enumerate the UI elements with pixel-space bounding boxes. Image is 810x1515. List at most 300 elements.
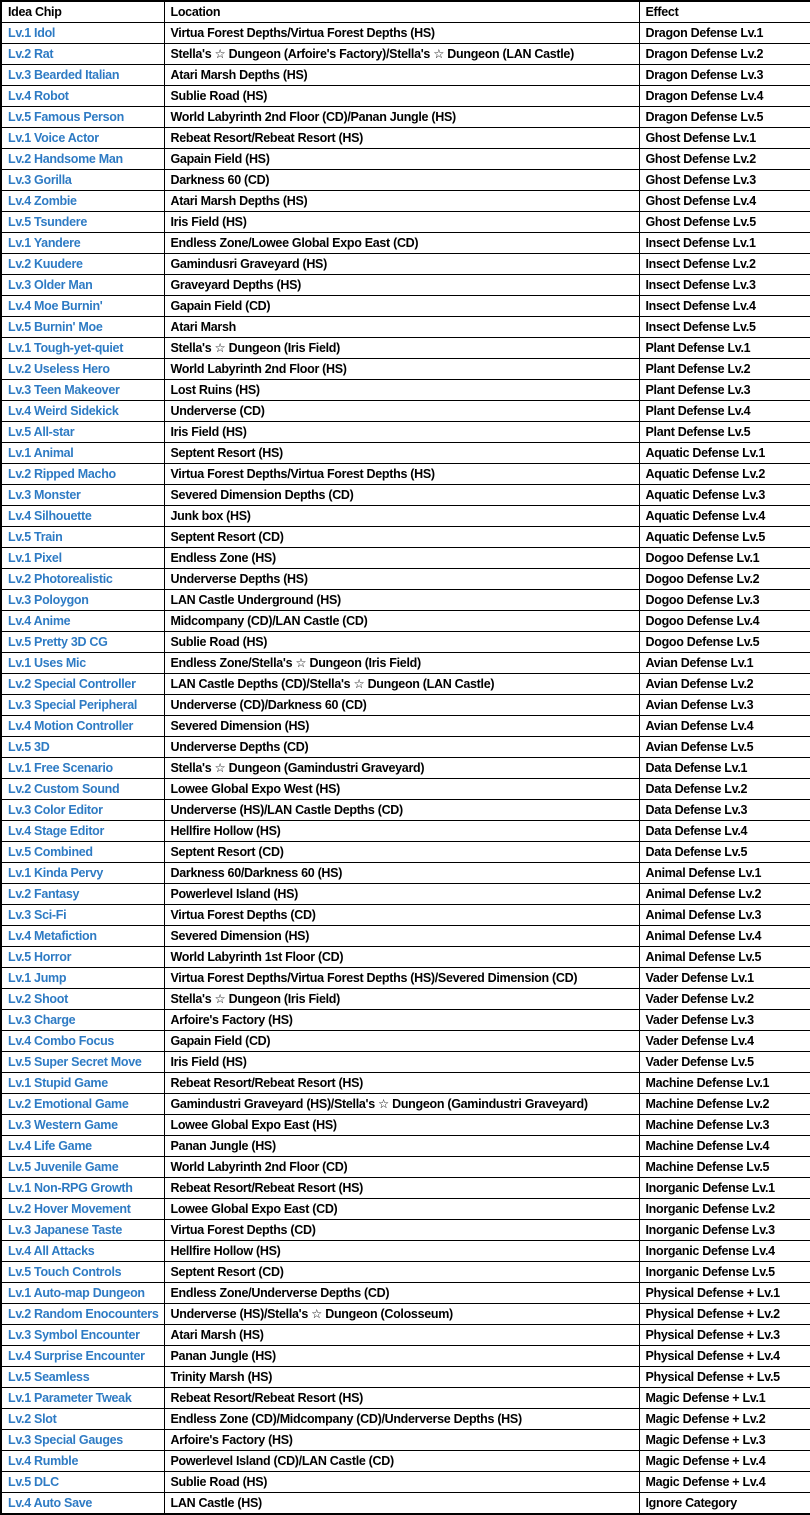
effect-cell: Data Defense Lv.4: [639, 821, 810, 842]
table-row: [1, 485, 810, 506]
table-row: [1, 1157, 810, 1178]
location-cell: Septent Resort (CD): [164, 527, 639, 548]
table-row: [1, 548, 810, 569]
idea-chip-link[interactable]: Lv.2 Handsome Man: [8, 151, 123, 166]
idea-chip-link[interactable]: Lv.2 Ripped Macho: [8, 466, 116, 481]
effect-cell: Machine Defense Lv.2: [639, 1094, 810, 1115]
idea-chip-link[interactable]: Lv.2 Slot: [8, 1411, 57, 1426]
idea-chip-cell: [1, 149, 164, 170]
idea-chip-link[interactable]: Lv.2 Fantasy: [8, 886, 80, 901]
effect-cell: Insect Defense Lv.2: [639, 254, 810, 275]
column-header-idea-chip: Idea Chip: [1, 1, 164, 23]
idea-chip-link[interactable]: Lv.3 Bearded Italian: [8, 67, 120, 82]
idea-chip-cell: [1, 401, 164, 422]
location-cell: Gamindusri Graveyard (HS): [164, 254, 639, 275]
effect-cell: Plant Defense Lv.4: [639, 401, 810, 422]
idea-chip-cell: [1, 590, 164, 611]
idea-chip-cell: [1, 779, 164, 800]
location-cell: Iris Field (HS): [164, 422, 639, 443]
location-cell: Lowee Global Expo East (CD): [164, 1199, 639, 1220]
location-cell: Arfoire's Factory (HS): [164, 1430, 639, 1451]
idea-chip-cell: [1, 1493, 164, 1515]
location-cell: Rebeat Resort/Rebeat Resort (HS): [164, 1073, 639, 1094]
table-row: [1, 1010, 810, 1031]
idea-chip-cell: [1, 548, 164, 569]
table-row: [1, 758, 810, 779]
location-cell: Powerlevel Island (HS): [164, 884, 639, 905]
table-row: [1, 1220, 810, 1241]
idea-chip-link[interactable]: Lv.3 Symbol Encounter: [8, 1327, 140, 1342]
idea-chip-link[interactable]: Lv.5 Tsundere: [8, 214, 87, 229]
idea-chip-cell: [1, 968, 164, 989]
location-cell: Endless Zone (CD)/Midcompany (CD)/Underverse Depths (HS): [164, 1409, 639, 1430]
location-cell: Graveyard Depths (HS): [164, 275, 639, 296]
idea-chip-cell: [1, 1115, 164, 1136]
location-cell: Darkness 60 (CD): [164, 170, 639, 191]
effect-cell: Aquatic Defense Lv.4: [639, 506, 810, 527]
idea-chip-cell: [1, 1388, 164, 1409]
idea-chip-cell: [1, 905, 164, 926]
location-cell: Stella's ☆ Dungeon (Iris Field): [164, 989, 639, 1010]
effect-cell: Aquatic Defense Lv.5: [639, 527, 810, 548]
location-cell: Lowee Global Expo East (HS): [164, 1115, 639, 1136]
idea-chip-link[interactable]: Lv.1 Pixel: [8, 550, 62, 565]
location-cell: LAN Castle (HS): [164, 1493, 639, 1515]
location-cell: Virtua Forest Depths/Virtua Forest Depths (HS)/Severed Dimension (CD): [164, 968, 639, 989]
location-cell: Sublie Road (HS): [164, 86, 639, 107]
idea-chip-link[interactable]: Lv.3 Gorilla: [8, 172, 72, 187]
idea-chip-cell: [1, 107, 164, 128]
idea-chip-cell: [1, 989, 164, 1010]
idea-chip-link[interactable]: Lv.5 Pretty 3D CG: [8, 634, 108, 649]
location-cell: Underverse (CD): [164, 401, 639, 422]
table-row: [1, 1073, 810, 1094]
location-cell: Junk box (HS): [164, 506, 639, 527]
idea-chip-link[interactable]: Lv.1 Yandere: [8, 235, 81, 250]
location-cell: Iris Field (HS): [164, 212, 639, 233]
effect-cell: Magic Defense + Lv.3: [639, 1430, 810, 1451]
idea-chip-cell: [1, 1136, 164, 1157]
idea-chip-link[interactable]: Lv.5 DLC: [8, 1474, 59, 1489]
location-cell: Rebeat Resort/Rebeat Resort (HS): [164, 128, 639, 149]
effect-cell: Dragon Defense Lv.1: [639, 23, 810, 44]
table-row: [1, 632, 810, 653]
idea-chip-link[interactable]: Lv.1 Animal: [8, 445, 74, 460]
idea-chip-link[interactable]: Lv.4 Surprise Encounter: [8, 1348, 145, 1363]
idea-chip-link[interactable]: Lv.1 Tough-yet-quiet: [8, 340, 124, 355]
table-row: [1, 422, 810, 443]
table-row: [1, 800, 810, 821]
effect-cell: Magic Defense + Lv.4: [639, 1451, 810, 1472]
location-cell: Underverse (HS)/LAN Castle Depths (CD): [164, 800, 639, 821]
table-row: [1, 1178, 810, 1199]
effect-cell: Avian Defense Lv.4: [639, 716, 810, 737]
table-row: [1, 695, 810, 716]
effect-cell: Avian Defense Lv.2: [639, 674, 810, 695]
idea-chip-cell: [1, 1451, 164, 1472]
table-row: [1, 317, 810, 338]
idea-chip-link[interactable]: Lv.2 Emotional Game: [8, 1096, 129, 1111]
idea-chip-link[interactable]: Lv.4 Rumble: [8, 1453, 79, 1468]
location-cell: Powerlevel Island (CD)/LAN Castle (CD): [164, 1451, 639, 1472]
idea-chip-link[interactable]: Lv.1 Auto-map Dungeon: [8, 1285, 145, 1300]
effect-cell: Ghost Defense Lv.1: [639, 128, 810, 149]
effect-cell: Inorganic Defense Lv.3: [639, 1220, 810, 1241]
location-cell: Severed Dimension (HS): [164, 926, 639, 947]
idea-chip-cell: [1, 800, 164, 821]
idea-chip-cell: [1, 1472, 164, 1493]
idea-chip-link[interactable]: Lv.1 Idol: [8, 25, 56, 40]
effect-cell: Aquatic Defense Lv.3: [639, 485, 810, 506]
table-row: [1, 905, 810, 926]
location-cell: Trinity Marsh (HS): [164, 1367, 639, 1388]
effect-cell: Dragon Defense Lv.3: [639, 65, 810, 86]
effect-cell: Vader Defense Lv.1: [639, 968, 810, 989]
idea-chip-link[interactable]: Lv.2 Random Enocounters: [8, 1306, 159, 1321]
table-row: [1, 1031, 810, 1052]
table-body: [1, 23, 810, 1515]
idea-chip-link[interactable]: Lv.3 Monster: [8, 487, 81, 502]
idea-chip-cell: [1, 884, 164, 905]
idea-chip-link[interactable]: Lv.5 All-star: [8, 424, 75, 439]
table-row: [1, 1136, 810, 1157]
effect-cell: Avian Defense Lv.3: [639, 695, 810, 716]
idea-chip-cell: [1, 1052, 164, 1073]
idea-chip-link[interactable]: Lv.4 Life Game: [8, 1138, 92, 1153]
idea-chip-cell: [1, 275, 164, 296]
idea-chip-cell: [1, 863, 164, 884]
table-row: [1, 1199, 810, 1220]
effect-cell: Dragon Defense Lv.5: [639, 107, 810, 128]
table-row: [1, 359, 810, 380]
idea-chip-cell: [1, 296, 164, 317]
idea-chip-cell: [1, 1283, 164, 1304]
location-cell: Endless Zone/Underverse Depths (CD): [164, 1283, 639, 1304]
table-row: [1, 1283, 810, 1304]
table-row: [1, 1430, 810, 1451]
location-cell: Gapain Field (CD): [164, 296, 639, 317]
location-cell: Septent Resort (CD): [164, 842, 639, 863]
idea-chip-link[interactable]: Lv.1 Jump: [8, 970, 67, 985]
table-row: [1, 1409, 810, 1430]
idea-chip-link[interactable]: Lv.1 Uses Mic: [8, 655, 86, 670]
table-row: [1, 44, 810, 65]
idea-chip-cell: [1, 1241, 164, 1262]
effect-cell: Vader Defense Lv.4: [639, 1031, 810, 1052]
table-row: [1, 1304, 810, 1325]
table-row: [1, 674, 810, 695]
idea-chip-cell: [1, 65, 164, 86]
effect-cell: Machine Defense Lv.3: [639, 1115, 810, 1136]
idea-chip-link[interactable]: Lv.4 Anime: [8, 613, 71, 628]
idea-chip-link[interactable]: Lv.4 Motion Controller: [8, 718, 134, 733]
idea-chip-cell: [1, 842, 164, 863]
idea-chip-link[interactable]: Lv.4 Robot: [8, 88, 69, 103]
idea-chip-link[interactable]: Lv.2 Hover Movement: [8, 1201, 131, 1216]
idea-chip-cell: [1, 821, 164, 842]
effect-cell: Avian Defense Lv.1: [639, 653, 810, 674]
idea-chip-cell: [1, 527, 164, 548]
effect-cell: Inorganic Defense Lv.4: [639, 1241, 810, 1262]
effect-cell: Insect Defense Lv.1: [639, 233, 810, 254]
idea-chip-link[interactable]: Lv.4 Auto Save: [8, 1495, 93, 1510]
effect-cell: Inorganic Defense Lv.5: [639, 1262, 810, 1283]
effect-cell: Dogoo Defense Lv.1: [639, 548, 810, 569]
idea-chip-link[interactable]: Lv.4 All Attacks: [8, 1243, 95, 1258]
table-row: [1, 275, 810, 296]
table-row: [1, 1451, 810, 1472]
table-row: [1, 1367, 810, 1388]
effect-cell: Vader Defense Lv.3: [639, 1010, 810, 1031]
table-row: [1, 1094, 810, 1115]
location-cell: Hellfire Hollow (HS): [164, 1241, 639, 1262]
table-row: [1, 86, 810, 107]
idea-chip-link[interactable]: Lv.5 Combined: [8, 844, 93, 859]
effect-cell: Magic Defense + Lv.2: [639, 1409, 810, 1430]
idea-chip-cell: [1, 737, 164, 758]
location-cell: Lowee Global Expo West (HS): [164, 779, 639, 800]
idea-chip-link[interactable]: Lv.3 Color Editor: [8, 802, 103, 817]
table-row: [1, 590, 810, 611]
idea-chip-link[interactable]: Lv.3 Poloygon: [8, 592, 89, 607]
idea-chip-cell: [1, 569, 164, 590]
idea-chip-link[interactable]: Lv.2 Kuudere: [8, 256, 83, 271]
idea-chip-cell: [1, 128, 164, 149]
location-cell: Arfoire's Factory (HS): [164, 1010, 639, 1031]
idea-chip-link[interactable]: Lv.3 Charge: [8, 1012, 76, 1027]
idea-chip-cell: [1, 716, 164, 737]
idea-chip-link[interactable]: Lv.4 Zombie: [8, 193, 77, 208]
idea-chip-cell: [1, 1367, 164, 1388]
idea-chip-link[interactable]: Lv.5 Famous Person: [8, 109, 124, 124]
location-cell: Virtua Forest Depths (CD): [164, 905, 639, 926]
idea-chip-cell: [1, 1346, 164, 1367]
idea-chip-link[interactable]: Lv.5 3D: [8, 739, 50, 754]
table-row: [1, 128, 810, 149]
idea-chip-link[interactable]: Lv.1 Free Scenario: [8, 760, 113, 775]
effect-cell: Plant Defense Lv.2: [639, 359, 810, 380]
effect-cell: Ignore Category: [639, 1493, 810, 1515]
effect-cell: Machine Defense Lv.5: [639, 1157, 810, 1178]
idea-chip-link[interactable]: Lv.5 Train: [8, 529, 63, 544]
location-cell: Sublie Road (HS): [164, 1472, 639, 1493]
idea-chip-link[interactable]: Lv.5 Super Secret Move: [8, 1054, 142, 1069]
effect-cell: Aquatic Defense Lv.2: [639, 464, 810, 485]
idea-chip-cell: [1, 170, 164, 191]
idea-chip-link[interactable]: Lv.3 Older Man: [8, 277, 93, 292]
idea-chip-link[interactable]: Lv.3 Sci-Fi: [8, 907, 67, 922]
idea-chip-cell: [1, 1220, 164, 1241]
location-cell: Virtua Forest Depths (CD): [164, 1220, 639, 1241]
effect-cell: Dragon Defense Lv.4: [639, 86, 810, 107]
effect-cell: Data Defense Lv.1: [639, 758, 810, 779]
idea-chip-link[interactable]: Lv.1 Non-RPG Growth: [8, 1180, 133, 1195]
idea-chip-cell: [1, 1031, 164, 1052]
header-row: [1, 1, 810, 23]
effect-cell: Inorganic Defense Lv.1: [639, 1178, 810, 1199]
idea-chip-link[interactable]: Lv.5 Seamless: [8, 1369, 90, 1384]
table-row: [1, 191, 810, 212]
idea-chip-cell: [1, 23, 164, 44]
idea-chip-link[interactable]: Lv.4 Stage Editor: [8, 823, 105, 838]
table-row: [1, 1472, 810, 1493]
table-row: [1, 65, 810, 86]
location-cell: Stella's ☆ Dungeon (Iris Field): [164, 338, 639, 359]
location-cell: Severed Dimension (HS): [164, 716, 639, 737]
location-cell: Sublie Road (HS): [164, 632, 639, 653]
effect-cell: Dragon Defense Lv.2: [639, 44, 810, 65]
effect-cell: Insect Defense Lv.4: [639, 296, 810, 317]
location-cell: LAN Castle Depths (CD)/Stella's ☆ Dungeon (LAN Castle): [164, 674, 639, 695]
idea-chip-link[interactable]: Lv.4 Combo Focus: [8, 1033, 115, 1048]
idea-chip-cell: [1, 947, 164, 968]
effect-cell: Vader Defense Lv.5: [639, 1052, 810, 1073]
effect-cell: Physical Defense + Lv.3: [639, 1325, 810, 1346]
idea-chip-cell: [1, 212, 164, 233]
idea-chip-link[interactable]: Lv.4 Weird Sidekick: [8, 403, 119, 418]
table-row: [1, 1262, 810, 1283]
idea-chip-link[interactable]: Lv.2 Useless Hero: [8, 361, 110, 376]
location-cell: Stella's ☆ Dungeon (Gamindustri Graveyard): [164, 758, 639, 779]
idea-chip-link[interactable]: Lv.3 Special Gauges: [8, 1432, 123, 1447]
idea-chip-link[interactable]: Lv.5 Juvenile Game: [8, 1159, 119, 1174]
idea-chip-link[interactable]: Lv.2 Custom Sound: [8, 781, 120, 796]
effect-cell: Ghost Defense Lv.3: [639, 170, 810, 191]
idea-chip-link[interactable]: Lv.5 Burnin' Moe: [8, 319, 103, 334]
table-row: [1, 1115, 810, 1136]
table-row: [1, 296, 810, 317]
idea-chip-link[interactable]: Lv.5 Horror: [8, 949, 72, 964]
effect-cell: Ghost Defense Lv.5: [639, 212, 810, 233]
effect-cell: Animal Defense Lv.3: [639, 905, 810, 926]
idea-chip-cell: [1, 926, 164, 947]
effect-cell: Plant Defense Lv.5: [639, 422, 810, 443]
table-row: [1, 1493, 810, 1515]
table-row: [1, 653, 810, 674]
table-row: [1, 23, 810, 44]
location-cell: Midcompany (CD)/LAN Castle (CD): [164, 611, 639, 632]
idea-chip-link[interactable]: Lv.2 Special Controller: [8, 676, 136, 691]
effect-cell: Animal Defense Lv.5: [639, 947, 810, 968]
table-row: [1, 443, 810, 464]
column-header-location: Location: [164, 1, 639, 23]
idea-chip-link[interactable]: Lv.1 Voice Actor: [8, 130, 99, 145]
location-cell: Lost Ruins (HS): [164, 380, 639, 401]
idea-chip-link[interactable]: Lv.4 Moe Burnin': [8, 298, 103, 313]
location-cell: World Labyrinth 1st Floor (CD): [164, 947, 639, 968]
location-cell: Atari Marsh Depths (HS): [164, 65, 639, 86]
idea-chip-cell: [1, 674, 164, 695]
location-cell: World Labyrinth 2nd Floor (CD)/Panan Jungle (HS): [164, 107, 639, 128]
idea-chip-link[interactable]: Lv.4 Silhouette: [8, 508, 92, 523]
table-row: [1, 254, 810, 275]
location-cell: Rebeat Resort/Rebeat Resort (HS): [164, 1388, 639, 1409]
table-row: [1, 170, 810, 191]
location-cell: Rebeat Resort/Rebeat Resort (HS): [164, 1178, 639, 1199]
table-row: [1, 527, 810, 548]
idea-chip-cell: [1, 632, 164, 653]
location-cell: Underverse (HS)/Stella's ☆ Dungeon (Colosseum): [164, 1304, 639, 1325]
effect-cell: Ghost Defense Lv.4: [639, 191, 810, 212]
table-row: [1, 1325, 810, 1346]
idea-chip-cell: [1, 653, 164, 674]
table-row: [1, 926, 810, 947]
effect-cell: Dogoo Defense Lv.4: [639, 611, 810, 632]
location-cell: Gapain Field (HS): [164, 149, 639, 170]
idea-chip-link[interactable]: Lv.3 Western Game: [8, 1117, 118, 1132]
effect-cell: Avian Defense Lv.5: [639, 737, 810, 758]
location-cell: Panan Jungle (HS): [164, 1136, 639, 1157]
idea-chip-link[interactable]: Lv.4 Metafiction: [8, 928, 97, 943]
effect-cell: Insect Defense Lv.5: [639, 317, 810, 338]
effect-cell: Machine Defense Lv.4: [639, 1136, 810, 1157]
idea-chip-link[interactable]: Lv.5 Touch Controls: [8, 1264, 122, 1279]
idea-chip-link[interactable]: Lv.1 Kinda Pervy: [8, 865, 104, 880]
effect-cell: Data Defense Lv.3: [639, 800, 810, 821]
location-cell: Stella's ☆ Dungeon (Arfoire's Factory)/Stella's ☆ Dungeon (LAN Castle): [164, 44, 639, 65]
effect-cell: Machine Defense Lv.1: [639, 1073, 810, 1094]
table-row: [1, 1241, 810, 1262]
table-row: [1, 233, 810, 254]
idea-chip-link[interactable]: Lv.1 Stupid Game: [8, 1075, 108, 1090]
idea-chip-cell: [1, 1073, 164, 1094]
idea-chip-link[interactable]: Lv.2 Shoot: [8, 991, 68, 1006]
table-row: [1, 464, 810, 485]
table-row: [1, 863, 810, 884]
location-cell: Virtua Forest Depths/Virtua Forest Depths (HS): [164, 464, 639, 485]
idea-chip-link[interactable]: Lv.1 Parameter Tweak: [8, 1390, 132, 1405]
effect-cell: Animal Defense Lv.2: [639, 884, 810, 905]
idea-chip-cell: [1, 1262, 164, 1283]
location-cell: Hellfire Hollow (HS): [164, 821, 639, 842]
idea-chip-cell: [1, 464, 164, 485]
idea-chip-cell: [1, 233, 164, 254]
location-cell: Panan Jungle (HS): [164, 1346, 639, 1367]
idea-chip-link[interactable]: Lv.3 Teen Makeover: [8, 382, 120, 397]
idea-chip-cell: [1, 1094, 164, 1115]
effect-cell: Dogoo Defense Lv.2: [639, 569, 810, 590]
idea-chip-cell: [1, 1199, 164, 1220]
table-row: [1, 1346, 810, 1367]
idea-chip-cell: [1, 1430, 164, 1451]
table-row: [1, 401, 810, 422]
idea-chip-link[interactable]: Lv.3 Special Peripheral: [8, 697, 138, 712]
effect-cell: Aquatic Defense Lv.1: [639, 443, 810, 464]
effect-cell: Physical Defense + Lv.1: [639, 1283, 810, 1304]
table-row: [1, 737, 810, 758]
location-cell: Endless Zone (HS): [164, 548, 639, 569]
effect-cell: Insect Defense Lv.3: [639, 275, 810, 296]
idea-chip-cell: [1, 1157, 164, 1178]
effect-cell: Physical Defense + Lv.2: [639, 1304, 810, 1325]
idea-chip-cell: [1, 359, 164, 380]
idea-chip-link[interactable]: Lv.2 Photorealistic: [8, 571, 113, 586]
idea-chip-link[interactable]: Lv.3 Japanese Taste: [8, 1222, 123, 1237]
table-row: [1, 884, 810, 905]
idea-chip-cell: [1, 254, 164, 275]
effect-cell: Data Defense Lv.2: [639, 779, 810, 800]
location-cell: Underverse Depths (CD): [164, 737, 639, 758]
idea-chip-cell: [1, 422, 164, 443]
idea-chip-link[interactable]: Lv.2 Rat: [8, 46, 54, 61]
idea-chip-cell: [1, 695, 164, 716]
effect-cell: Vader Defense Lv.2: [639, 989, 810, 1010]
table-row: [1, 842, 810, 863]
location-cell: Endless Zone/Lowee Global Expo East (CD): [164, 233, 639, 254]
idea-chip-cell: [1, 485, 164, 506]
effect-cell: Plant Defense Lv.3: [639, 380, 810, 401]
location-cell: Iris Field (HS): [164, 1052, 639, 1073]
